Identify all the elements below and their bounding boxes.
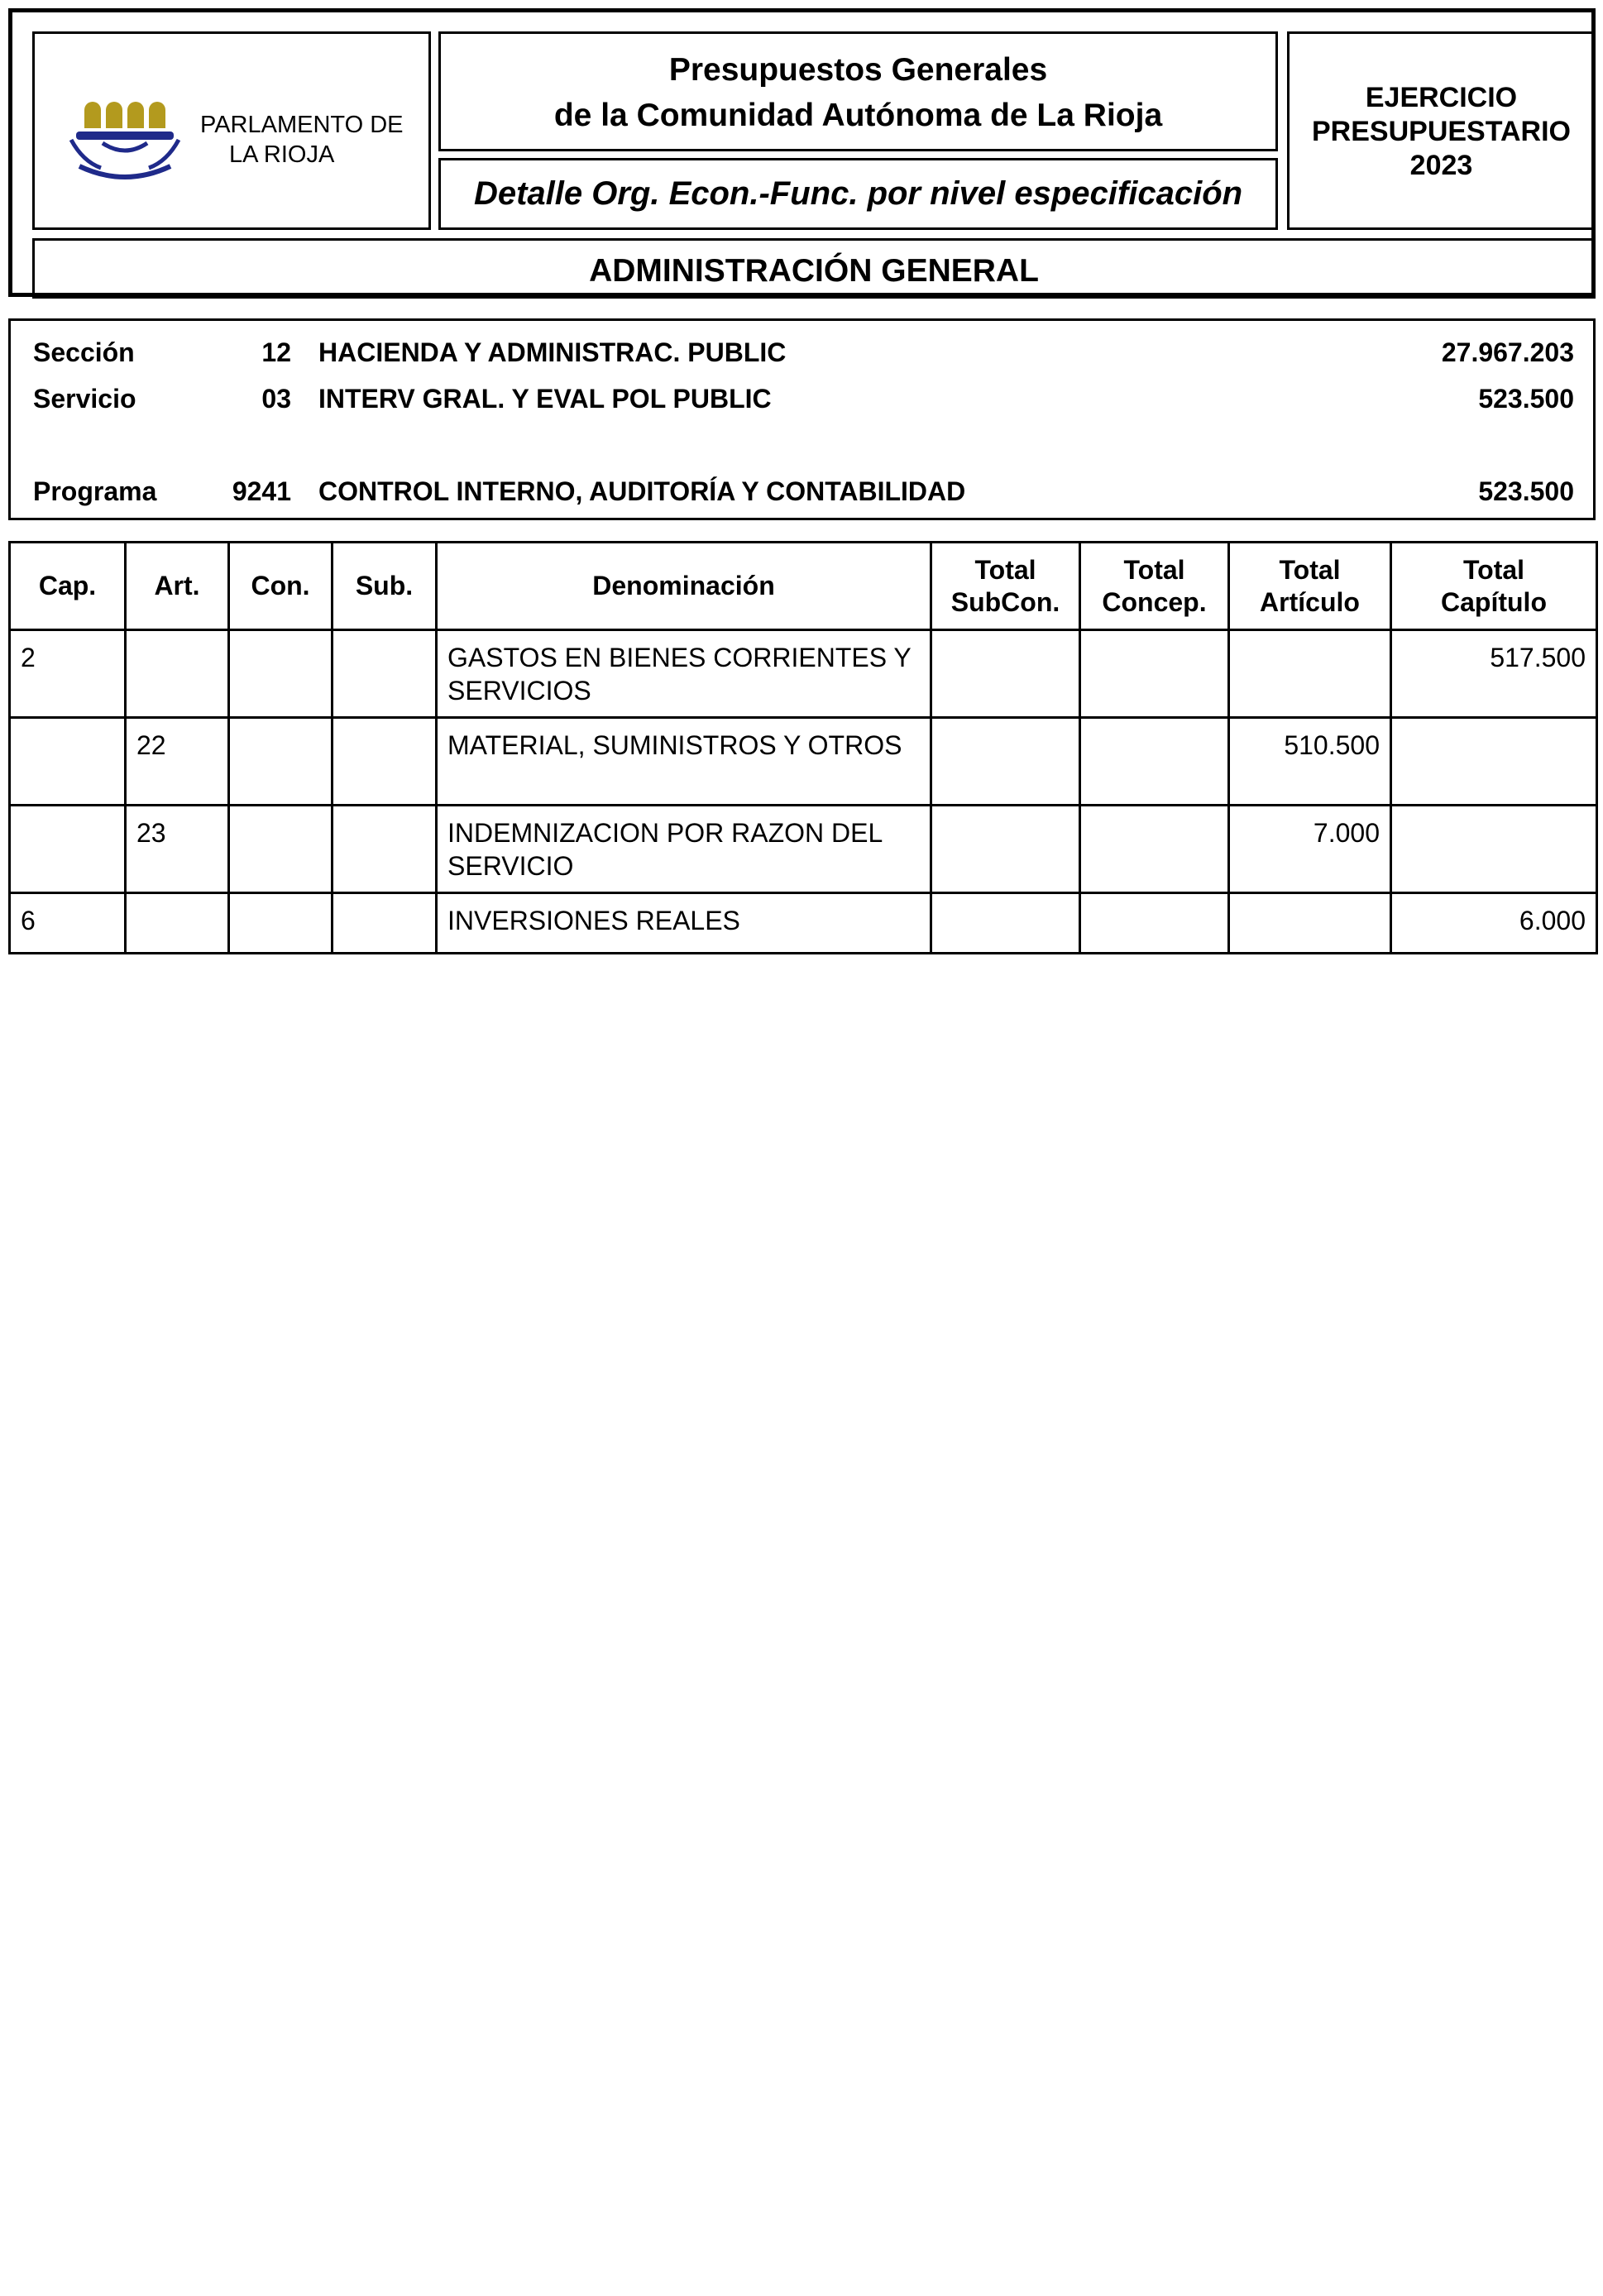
cell-total-subcon [931,630,1080,718]
servicio-row [11,384,1593,417]
col-sub: Sub. [333,543,437,630]
cell-total-articulo: 510.500 [1229,718,1391,806]
col-total-articulo: Total Artículo [1229,543,1391,630]
title-line-1: Presupuestos Generales [668,52,1048,88]
cell-cap: 6 [10,893,126,954]
seccion-label: Sección [33,337,135,367]
programa-amount: 523.500 [1478,476,1574,506]
cell-cap: 2 [10,630,126,718]
col-denominacion: Denominación [437,543,931,630]
cell-total-concep [1080,630,1229,718]
subtitle-text: Detalle Org. Econ.-Func. por nivel especificación [473,175,1243,212]
col-con: Con. [229,543,333,630]
cell-sub [333,630,437,718]
cell-sub [333,718,437,806]
col-total-capitulo: Total Capítulo [1391,543,1597,630]
cell-total-capitulo [1391,718,1597,806]
report-subtitle [438,158,1278,230]
budget-detail-table [8,541,1598,954]
servicio-amount: 523.500 [1478,384,1574,414]
cell-sub [333,806,437,893]
report-title [438,31,1278,151]
cell-con [229,806,333,893]
table-row [10,718,1597,806]
table-row [10,806,1597,893]
report-header [8,8,1596,297]
seccion-name: HACIENDA Y ADMINISTRAC. PUBLIC [318,337,787,367]
logo-text [200,110,432,170]
table-row [10,630,1597,718]
year-line-1: EJERCICIO [1365,82,1518,113]
cell-denominacion: GASTOS EN BIENES CORRIENTES Y SERVICIOS [437,630,931,718]
cell-cap [10,718,126,806]
cell-total-capitulo: 517.500 [1391,630,1597,718]
cell-art [126,893,229,954]
administration-banner [32,238,1596,299]
cell-sub [333,893,437,954]
cell-art: 23 [126,806,229,893]
seccion-amount: 27.967.203 [1441,337,1574,367]
cell-art: 22 [126,718,229,806]
cell-total-subcon [931,806,1080,893]
cell-total-articulo [1229,893,1391,954]
col-cap: Cap. [10,543,126,630]
seccion-row [11,337,1593,371]
cell-denominacion: INDEMNIZACION POR RAZON DEL SERVICIO [437,806,931,893]
cell-total-concep [1080,718,1229,806]
col-total-concep: Total Concep. [1080,543,1229,630]
cell-total-concep [1080,806,1229,893]
cell-con [229,893,333,954]
cell-total-subcon [931,893,1080,954]
organization-summary [8,318,1596,520]
title-line-2: de la Comunidad Autónoma de La Rioja [553,98,1163,133]
seccion-code: 12 [261,337,291,367]
table-row [10,893,1597,954]
logo-box [32,31,431,230]
cell-total-articulo [1229,630,1391,718]
cell-total-concep [1080,893,1229,954]
year-value: 2023 [1409,150,1473,181]
cell-total-capitulo: 6.000 [1391,893,1597,954]
programa-name: CONTROL INTERNO, AUDITORÍA Y CONTABILIDAD [318,476,966,506]
programa-label: Programa [33,476,157,506]
cell-denominacion: MATERIAL, SUMINISTROS Y OTROS [437,718,931,806]
cell-total-subcon [931,718,1080,806]
servicio-name: INTERV GRAL. Y EVAL POL PUBLIC [318,384,772,414]
cell-cap [10,806,126,893]
cell-art [126,630,229,718]
logo-line-1: PARLAMENTO DE [200,112,404,138]
parlamento-logo-icon [66,92,215,183]
table-header-row [10,543,1597,630]
col-total-subcon: Total SubCon. [931,543,1080,630]
administration-title: ADMINISTRACIÓN GENERAL [589,253,1039,289]
cell-total-articulo: 7.000 [1229,806,1391,893]
col-art: Art. [126,543,229,630]
cell-con [229,630,333,718]
servicio-code: 03 [261,384,291,414]
cell-total-capitulo [1391,806,1597,893]
cell-denominacion: INVERSIONES REALES [437,893,931,954]
year-line-2: PRESUPUESTARIO [1312,116,1571,147]
cell-con [229,718,333,806]
servicio-label: Servicio [33,384,136,414]
programa-code: 9241 [232,476,291,506]
logo-line-2: LA RIOJA [229,141,335,168]
programa-row [11,476,1593,509]
fiscal-year-box [1287,31,1596,230]
